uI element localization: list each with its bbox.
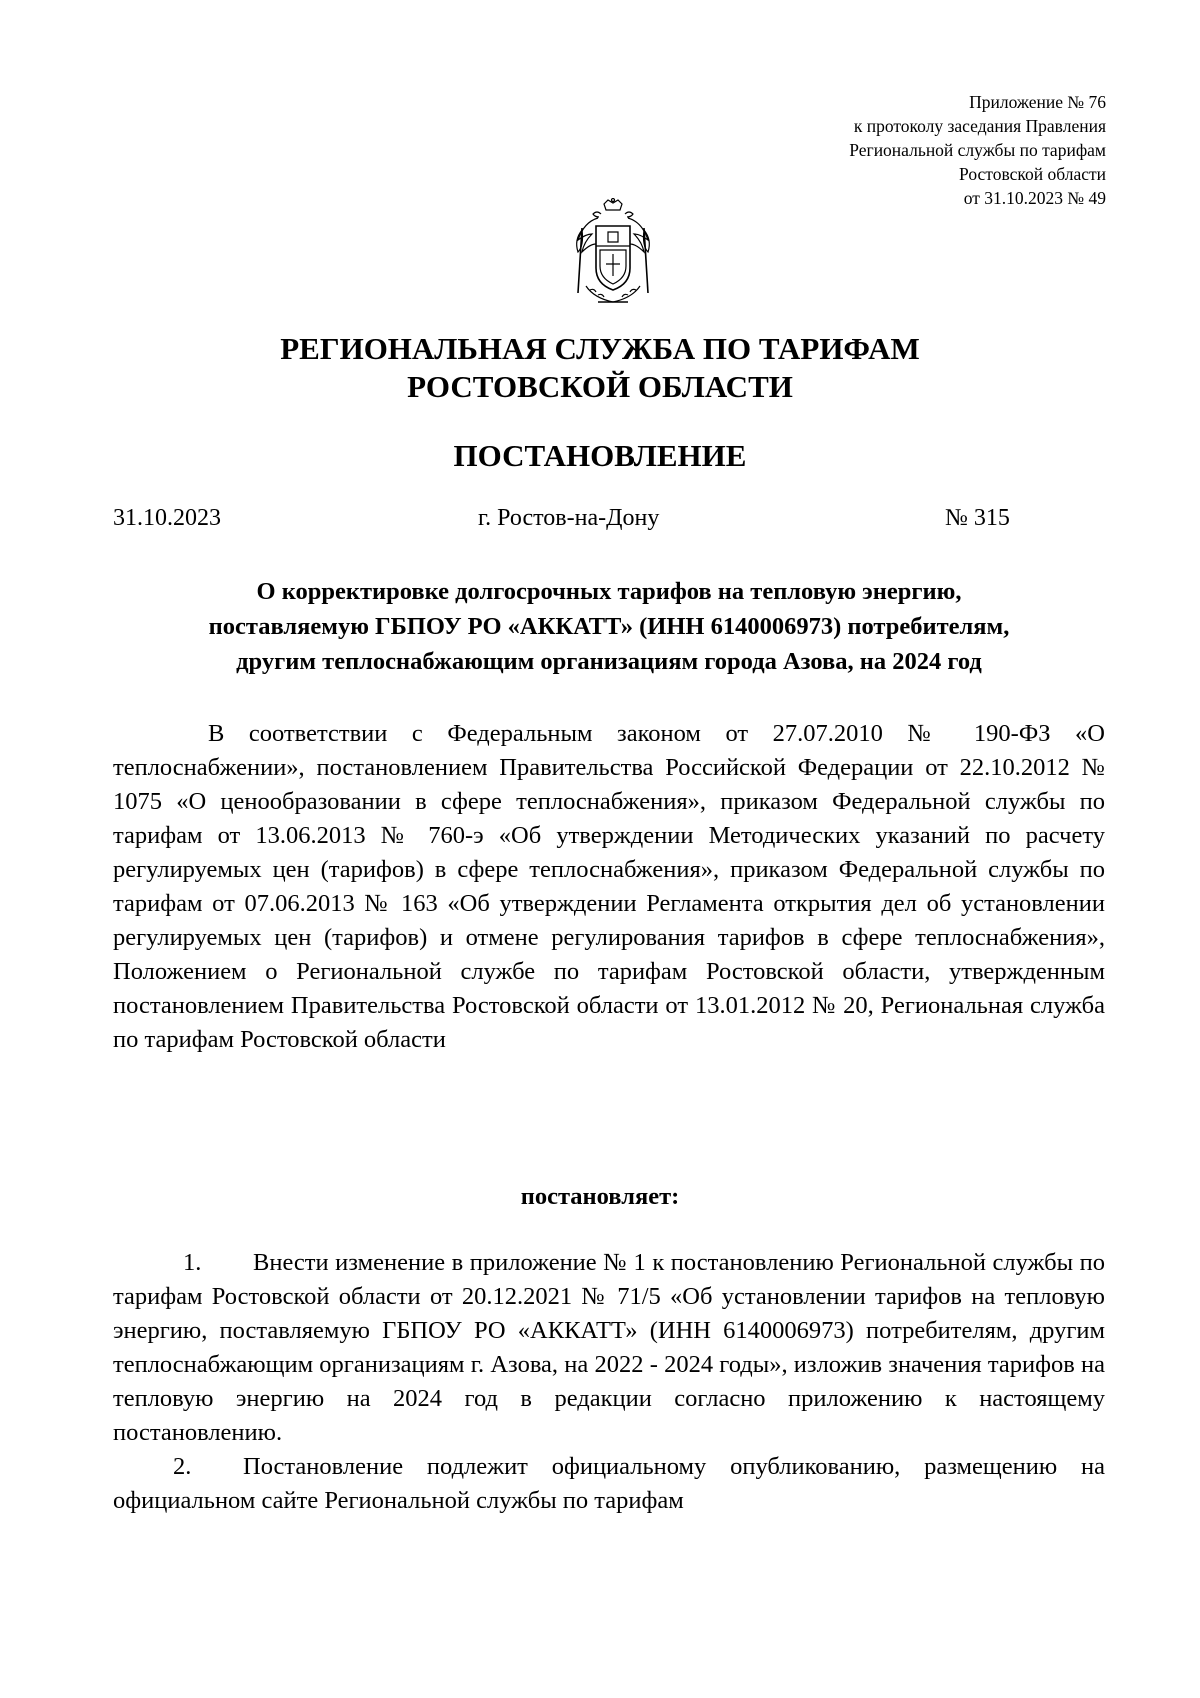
document-subject <box>112 574 1106 679</box>
appendix-line-3: Региональной службы по тарифам <box>849 140 1106 160</box>
appendix-note <box>849 90 1106 210</box>
subject-line-2: поставляемую ГБПОУ РО «АККАТТ» (ИНН 6140006973) потребителям, <box>208 613 1010 640</box>
subject-line-1: О корректировке долгосрочных тарифов на тепловую энергию, <box>256 578 962 605</box>
coat-of-arms-icon <box>568 198 658 308</box>
decides-heading: постановляет: <box>520 1183 680 1210</box>
document-number: № 315 <box>945 505 1010 531</box>
item-number: 2. <box>173 1453 192 1480</box>
appendix-line-2: к протоколу заседания Правления <box>853 116 1106 136</box>
document-meta <box>0 505 1200 539</box>
document-type: ПОСТАНОВЛЕНИЕ <box>453 438 747 473</box>
organization-title-line-1: РЕГИОНАЛЬНАЯ СЛУЖБА ПО ТАРИФАМ <box>280 331 920 366</box>
preamble-paragraph: В соответствии с Федеральным законом от 27.07.2010 № 190-ФЗ «О теплоснабжении», постановлением Правительства Российской Федерации от 22.10.2012 № 1075 «О ценообразовании в сфере теплоснабжения», приказом Федеральной службы по тарифам от 13.06.2013 № 760-э «Об утверждении Методических указаний по расчету регулируемых цен (тарифов) в сфере теплоснабжения», приказом Федеральной службы по тарифам от 07.06.2013 № 163 «Об утверждении Регламента открытия дел об установлении регулируемых цен (тарифов) и отмене регулирования тарифов в сфере теплоснабжения», Положением о Региональной службе по тарифам Ростовской области, утвержденным постановлением Правительства Ростовской области от 13.01.2012 № 20, Региональная служба по тарифам Ростовской области <box>113 720 1105 1053</box>
item-text: Постановление подлежит официальному опубликованию, размещению на официальном сайте Региональной службы по тарифам <box>113 1453 1105 1514</box>
organization-title-line-2: РОСТОВСКОЙ ОБЛАСТИ <box>407 369 793 404</box>
subject-line-3: другим теплоснабжающим организациям города Азова, на 2024 год <box>236 648 982 675</box>
appendix-line-5: от 31.10.2023 № 49 <box>963 188 1106 208</box>
appendix-line-4: Ростовской области <box>959 164 1106 184</box>
document-city: г. Ростов-на-Дону <box>478 505 660 531</box>
resolution-item-2 <box>113 1450 1105 1518</box>
appendix-line-1: Приложение № 76 <box>969 92 1106 112</box>
item-text: Внести изменение в приложение № 1 к постановлению Региональной службы по тарифам Ростовской области от 20.12.2021 № 71/5 «Об установлении тарифов на тепловую энергию, поставляемую ГБПОУ РО «АККАТТ» (ИНН 6140006973) потребителям, другим теплоснабжающим организациям г. Азова, на 2022 - 2024 годы», изложив значения тарифов на тепловую энергию на 2024 год в редакции согласно приложению к настоящему постановлению. <box>113 1249 1105 1446</box>
resolution-item-1 <box>113 1246 1105 1450</box>
organization-title <box>0 330 1200 406</box>
item-number: 1. <box>183 1249 202 1276</box>
document-date: 31.10.2023 <box>113 505 221 531</box>
